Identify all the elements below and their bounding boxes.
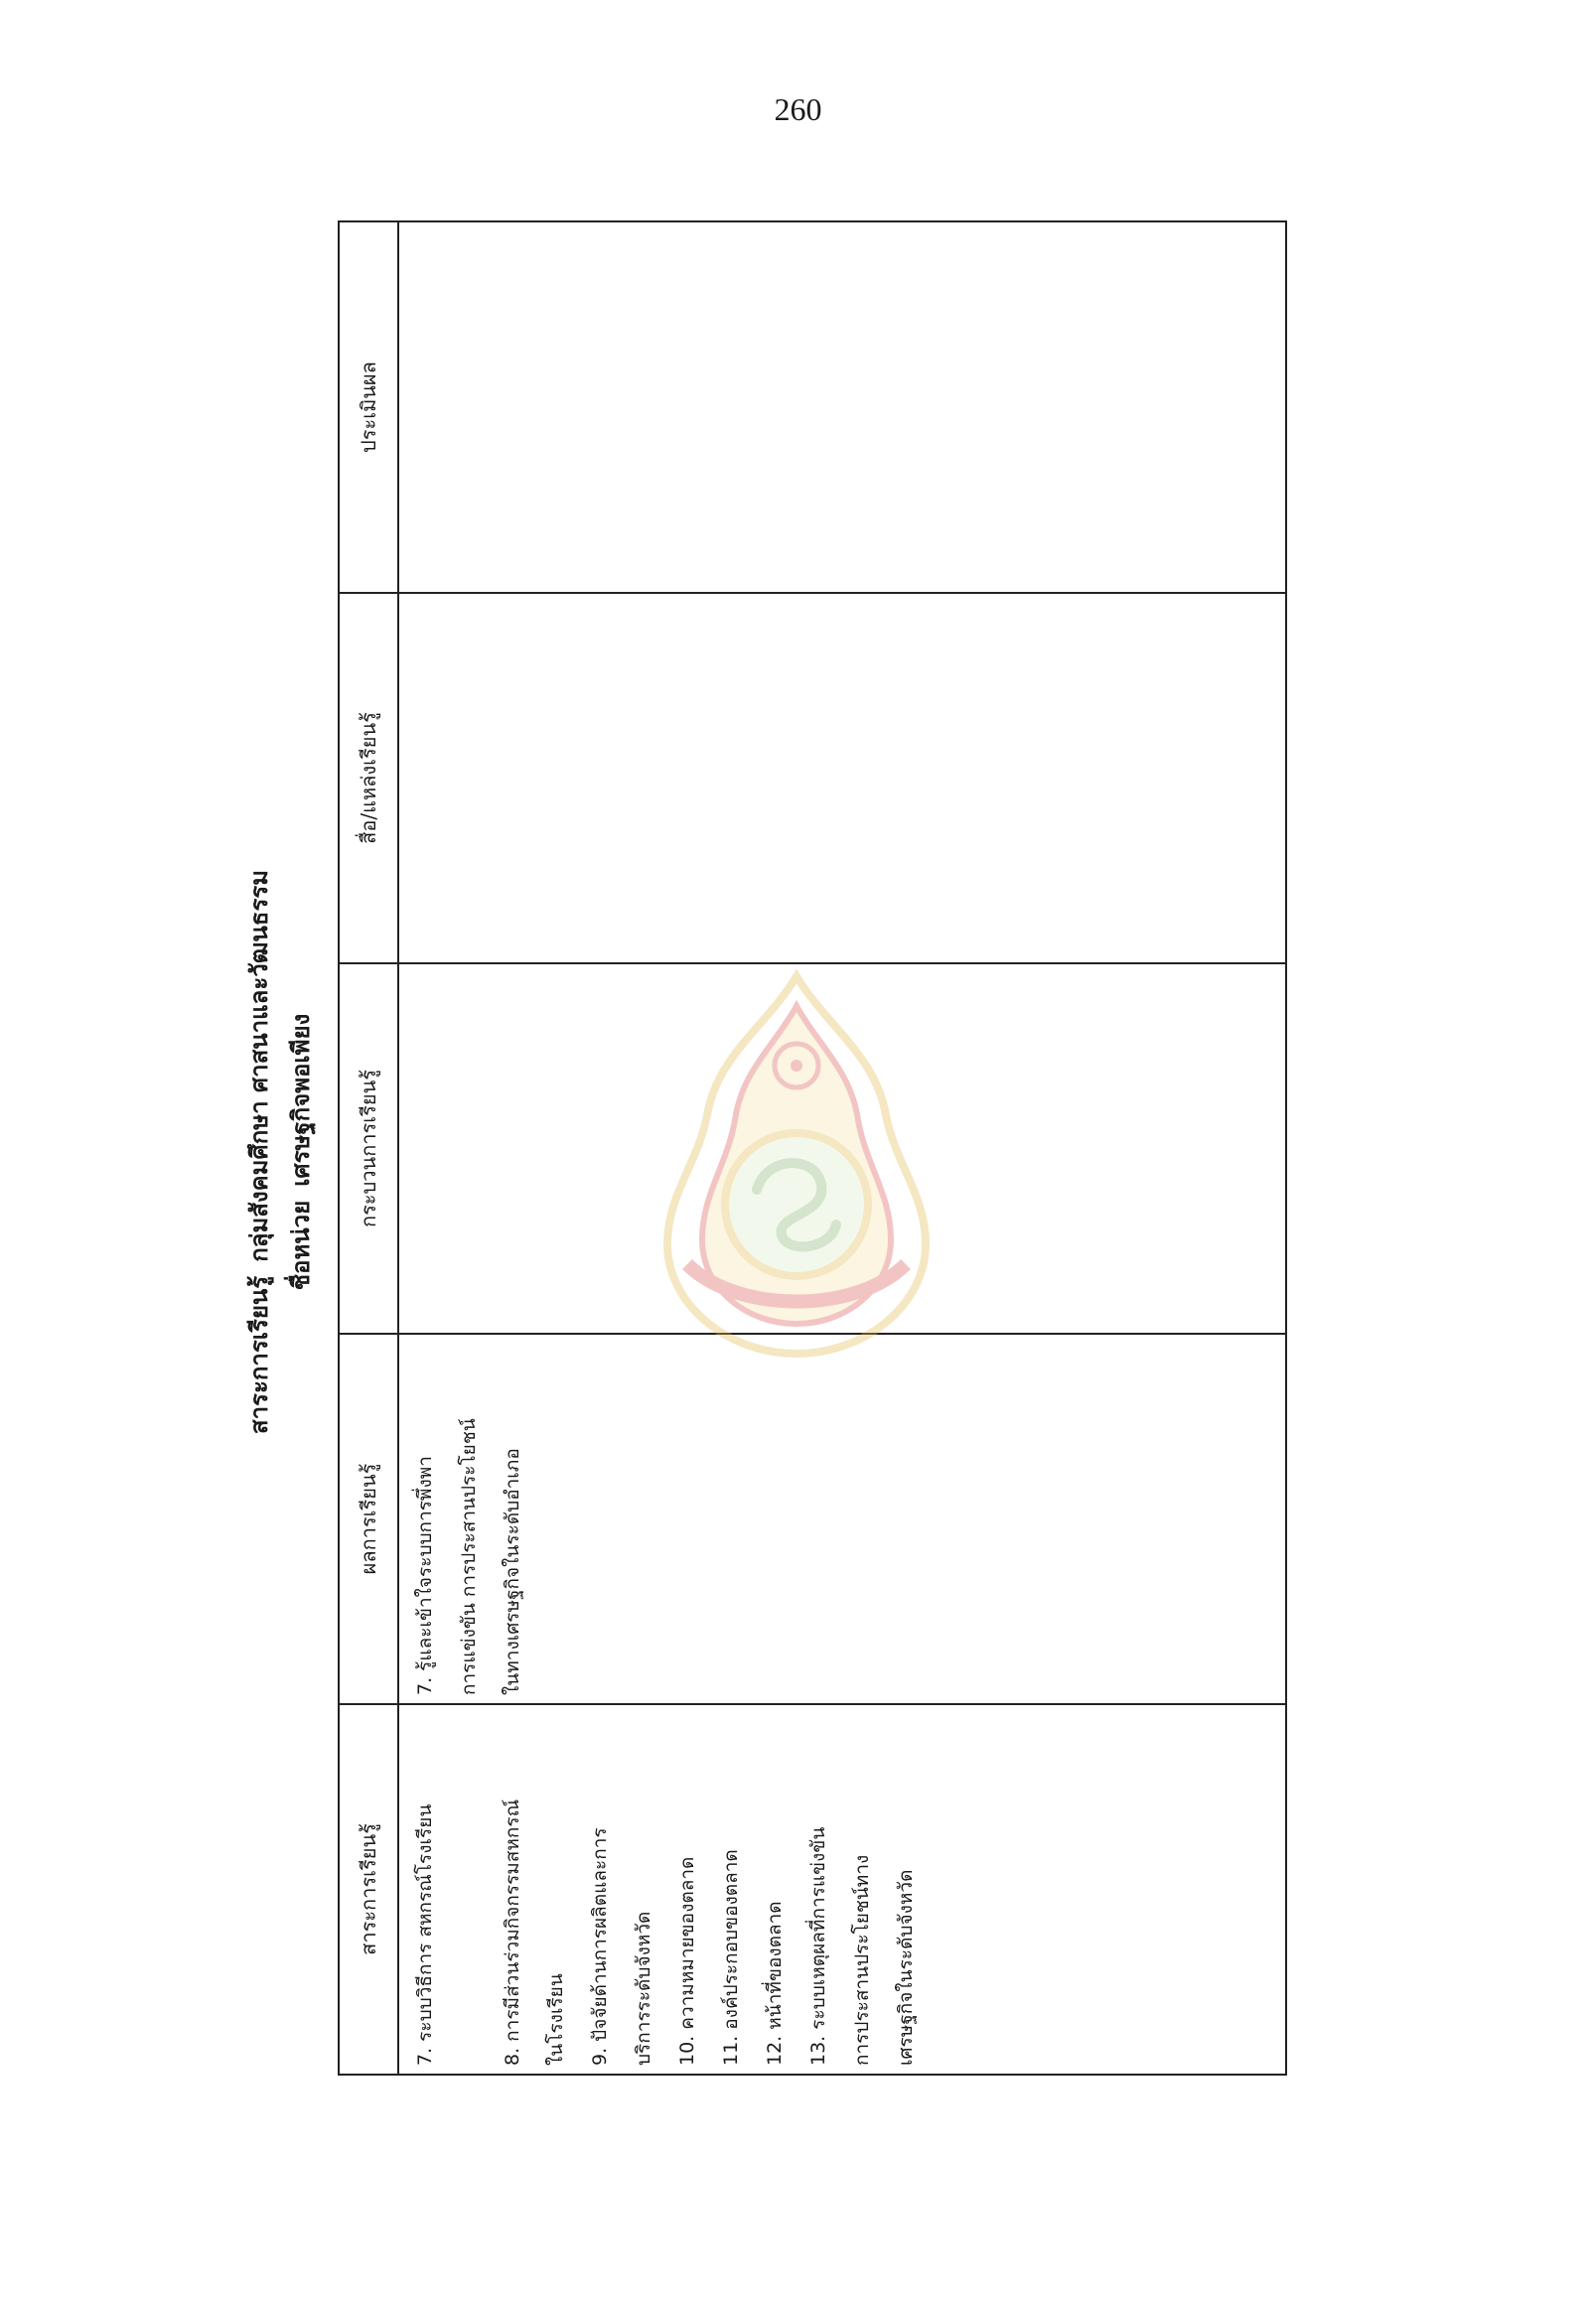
- header-media: สื่อ/แหล่งเรียนรู้: [339, 593, 398, 963]
- obec-emblem-watermark: [648, 966, 945, 1364]
- header-outcomes: ผลการเรียนรู้: [339, 1334, 398, 1704]
- outcome-line: การแข่งขัน การประสานประโยชน์: [458, 1418, 480, 1695]
- content-line: 10. ความหมายของตลาด: [676, 1856, 698, 2066]
- emblem-wheel-hub: [791, 1060, 802, 1072]
- title-prefix: สาระการเรียนรู้: [245, 1275, 273, 1435]
- table-header-row: [339, 221, 398, 2075]
- emblem-center-disc: [725, 1133, 868, 1276]
- content-line: 9. ปัจจัยด้านการผลิตและการ: [589, 1827, 611, 2066]
- content-line: ในโรงเรียน: [545, 1973, 567, 2066]
- outcome-line: 7. รู้และเข้าใจระบบการพึ่งพา: [414, 1456, 436, 1695]
- document-title: [238, 218, 280, 2086]
- media-cell: [398, 593, 1286, 963]
- header-content: สาระการเรียนรู้: [339, 1704, 398, 2075]
- unit-name: เศรษฐกิจพอเพียง: [287, 1013, 315, 1187]
- title-group: กลุ่มสังคมศึกษา ศาสนาและวัฒนธรรม: [245, 869, 273, 1262]
- content-line: การประสานประโยชน์ทาง: [851, 1854, 873, 2066]
- page-number: 260: [774, 91, 822, 127]
- outcome-cell: [398, 1334, 1286, 1704]
- content-line: 13. ระบบเหตุผลที่การแข่งขัน: [807, 1826, 829, 2066]
- content-line: 11. องค์ประกอบของตลาด: [720, 1849, 742, 2066]
- evaluation-cell: [398, 221, 1286, 593]
- content-line: 7. ระบบวิธีการ สหกรณ์โรงเรียน: [414, 1803, 436, 2066]
- header-process: กระบวนการเรียนรู้: [339, 963, 398, 1334]
- content-line: เศรษฐกิจในระดับจังหวัด: [895, 1869, 917, 2066]
- content-line: 8. การมีส่วนร่วมกิจกรรมสหกรณ์: [502, 1799, 523, 2066]
- header-evaluation: ประเมินผล: [339, 221, 398, 593]
- content-line: บริการระดับจังหวัด: [633, 1911, 654, 2066]
- document-titles: [238, 218, 338, 2086]
- content-line: 12. หน้าที่ของตลาด: [764, 1901, 786, 2066]
- content-cell: [398, 1704, 1286, 2075]
- unit-title: [280, 218, 322, 2086]
- outcome-line: ในทางเศรษฐกิจในระดับอำเภอ: [502, 1448, 523, 1695]
- unit-prefix: ชื่อหน่วย: [287, 1200, 315, 1291]
